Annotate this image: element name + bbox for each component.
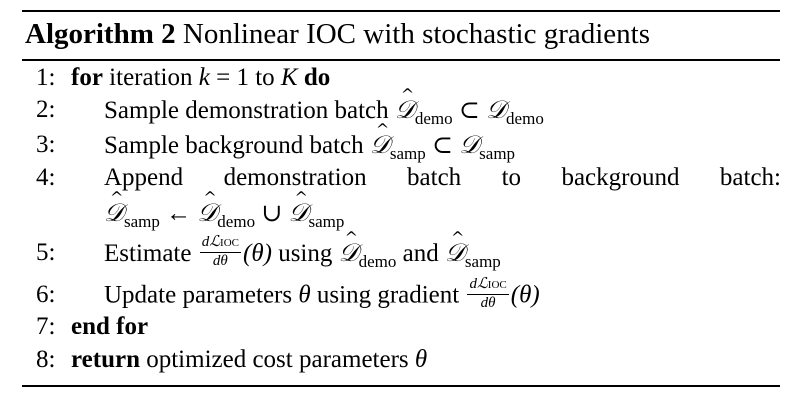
operator: ⊂ (452, 97, 487, 124)
algorithm-label: Algorithm 2 (25, 18, 176, 50)
fraction-denominator: dθ (212, 253, 228, 270)
keyword-return: return (71, 346, 140, 373)
line-text: optimized cost parameters (139, 346, 415, 373)
line-text: using gradient (310, 281, 466, 309)
subscript: samp (123, 212, 160, 231)
var-k: k (198, 64, 210, 91)
theta-symbol: θ (298, 281, 311, 309)
hat-set-symbol: ^ 𝒟 (197, 198, 217, 228)
line-body (104, 276, 540, 314)
subscript: demo (414, 109, 453, 128)
fraction-numerator (200, 235, 241, 253)
top-rule (22, 10, 780, 12)
line-body (71, 63, 330, 93)
numerator-text: dℒ (469, 276, 488, 292)
var-K: K (280, 64, 298, 91)
line-number: 1: (36, 64, 56, 91)
line-text: Sample background batch (104, 132, 364, 159)
hat-set-symbol: ^ 𝒟 (370, 130, 390, 160)
bottom-rule (22, 385, 780, 387)
keyword-end-for: end for (71, 313, 149, 340)
fraction-numerator (467, 277, 508, 295)
line-number: 2: (36, 96, 56, 123)
hat-set-symbol: ^ 𝒟 (339, 238, 359, 268)
algorithm-title (25, 14, 650, 54)
function-argument: (θ) (243, 240, 272, 267)
hat-set-symbol: ^ 𝒟 (395, 95, 415, 125)
subscript: samp (389, 144, 426, 163)
header-rule (22, 59, 780, 61)
line-number: 3: (36, 131, 56, 158)
operator: ∪ (255, 200, 289, 227)
keyword-do: do (303, 64, 331, 91)
derivative-fraction (467, 277, 508, 311)
subscript: samp (464, 252, 501, 271)
line-text: Estimate (104, 240, 192, 267)
subscript: demo (358, 252, 397, 271)
set-symbol: 𝒟 (486, 97, 507, 124)
derivative-fraction (200, 235, 241, 269)
operator: ⊂ (425, 132, 460, 159)
line-body (71, 345, 427, 375)
line-body (71, 312, 148, 342)
hat-set-symbol: ^ 𝒟 (289, 198, 309, 228)
fraction-denominator: dθ (480, 295, 496, 311)
keyword-for: for (71, 64, 103, 91)
line-number: 8: (36, 346, 56, 373)
hat-set-symbol: ^ 𝒟 (104, 198, 124, 228)
line-body (104, 234, 501, 272)
line-number: 7: (36, 313, 56, 340)
line-text: iteration (109, 64, 193, 91)
subscript: samp (308, 212, 345, 231)
line-text: using (271, 240, 339, 267)
algorithm-name: Nonlinear IOC with stochastic gradients (182, 18, 650, 50)
numerator-subscript: IOC (220, 237, 239, 250)
line-number: 4: (36, 164, 56, 191)
line-eq: = 1 to (209, 64, 281, 91)
line-text: and (396, 240, 445, 267)
line-body (104, 95, 544, 128)
subscript: demo (506, 109, 544, 128)
operator: ← (159, 200, 198, 227)
line-text: Append demonstration batch to background batch: (104, 164, 781, 191)
line-number: 6: (36, 281, 56, 308)
line-body (104, 130, 515, 163)
line-number: 5: (36, 239, 56, 266)
line-text: Sample demonstration batch (104, 97, 389, 124)
function-argument: (θ) (510, 281, 540, 309)
theta-symbol: θ (414, 346, 428, 373)
hat-set-symbol: ^ 𝒟 (445, 238, 465, 268)
numerator-text: dℒ (201, 234, 221, 251)
subscript: demo (217, 212, 256, 231)
line-text: Update parameters (104, 281, 293, 309)
numerator-subscript: IOC (487, 279, 507, 291)
line-body (104, 198, 344, 231)
subscript: samp (479, 144, 516, 163)
set-symbol: 𝒟 (459, 132, 480, 159)
